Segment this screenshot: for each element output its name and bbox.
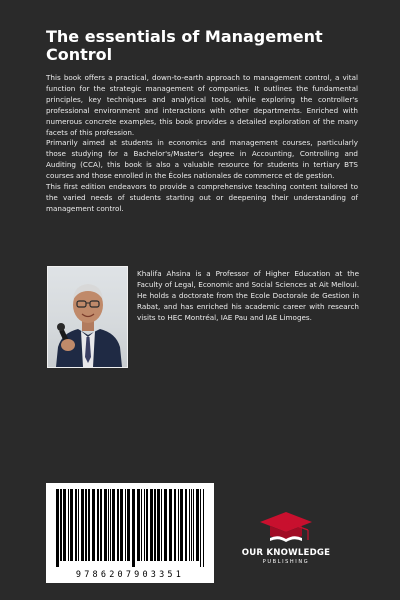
barcode-bar — [117, 489, 119, 561]
barcode-bar — [137, 489, 140, 561]
barcode-bar — [81, 489, 84, 561]
barcode-bar — [169, 489, 172, 561]
barcode-bar — [75, 489, 77, 561]
barcode-bar — [185, 489, 187, 561]
barcode-bar — [150, 489, 153, 561]
barcode-bar — [164, 489, 167, 561]
barcode-bar — [63, 489, 66, 561]
isbn-barcode — [46, 483, 214, 583]
author-bio: Khalifa Ahsina is a Professor of Higher Education at the Faculty of Legal, Economic and Social Sciences at Ait Melloul. He holds a doctorate from the Ecole Doctorale de Gestion in Rabat, and has enriched his academic career with research visits to HEC Montréal, IAE Pau and IAE Limoges. — [137, 269, 359, 322]
barcode-bar — [120, 489, 123, 561]
barcode-bar — [191, 489, 192, 561]
barcode-bar — [125, 489, 126, 561]
barcode-bar — [68, 489, 69, 561]
graduation-cap-icon — [232, 508, 340, 548]
barcode-bar — [154, 489, 156, 561]
barcode-bars — [46, 483, 214, 569]
barcode-bar — [127, 489, 130, 561]
barcode-bar — [178, 489, 179, 561]
description-paragraph: Primarily aimed at students in economics and management courses, particularly those studying for a Bachelor's/Master's degree in Accounting, Controlling and Auditing (CCA), this book is also a valuable resource for students in tertiary BTS courses and those enrolled in the Écoles nationales de commerce et de gestion. — [46, 138, 358, 181]
barcode-bar — [146, 489, 148, 561]
barcode-bar — [60, 489, 62, 561]
author-photo — [47, 266, 128, 368]
barcode-bar — [141, 489, 142, 561]
barcode-bar — [104, 489, 107, 561]
barcode-bar — [203, 489, 204, 567]
description-paragraph: This book offers a practical, down-to-earth approach to management control, a vital function for the strategic management of companies. It outlines the fundamental principles, key techniques and analytical tools, while exploring the controller's professional environment and interactions with other departments. Enriched with numerous concrete examples, this book provides a detailed exploration of the many facets of this profession. — [46, 73, 358, 137]
barcode-bar — [189, 489, 190, 561]
barcode-bar — [180, 489, 183, 561]
barcode-bar — [193, 489, 194, 561]
barcode-digits: 9786207903351 — [75, 570, 185, 580]
barcode-bar — [56, 489, 59, 567]
barcode-bar — [112, 489, 115, 561]
barcode-bar — [88, 489, 90, 561]
book-title: The essentials of Management Control — [46, 27, 323, 64]
barcode-bar — [100, 489, 102, 561]
barcode-bar — [196, 489, 199, 561]
barcode-bar — [110, 489, 111, 561]
barcode-bar — [200, 489, 201, 567]
barcode-bar — [174, 489, 176, 561]
publisher-logo — [232, 508, 340, 568]
barcode-bar — [78, 489, 79, 561]
barcode-bar — [92, 489, 95, 561]
description-paragraph: This first edition endeavors to provide a comprehensive teaching content tailored to the varied needs of students starting out or deepening their understanding of management control. — [46, 182, 358, 213]
barcode-bar — [108, 489, 109, 561]
barcode-bar — [97, 489, 99, 561]
book-description — [46, 73, 358, 215]
barcode-bar — [132, 489, 135, 567]
barcode-bar — [144, 489, 145, 561]
publisher-subtitle: PUBLISHING — [262, 559, 310, 565]
author-portrait-illustration — [48, 267, 127, 367]
publisher-name: OUR KNOWLEDGE — [241, 548, 331, 558]
barcode-bar — [157, 489, 160, 561]
barcode-bar — [85, 489, 87, 561]
barcode-bar — [161, 489, 162, 561]
barcode-bar — [70, 489, 73, 561]
